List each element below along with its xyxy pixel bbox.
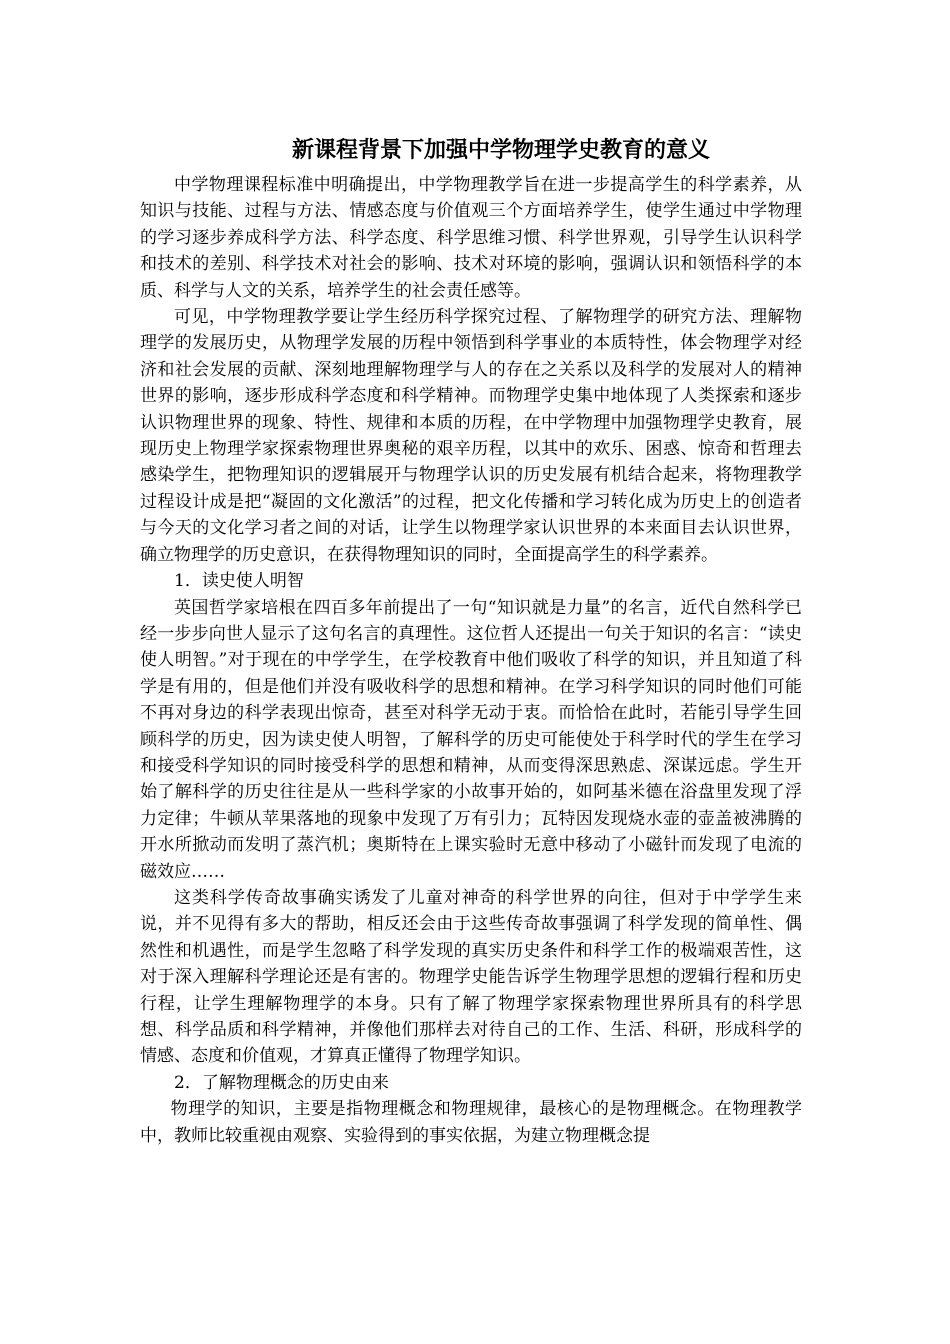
paragraph-concepts: 物理学的知识，主要是指物理概念和物理规律，最核心的是物理概念。在物理教学中，教师比较重视由观察、实验得到的事实依据，为建立物理概念提 <box>140 1099 802 1146</box>
paragraph-bacon: 英国哲学家培根在四百多年前提出了一句“知识就是力量”的名言，近代自然科学已经一步步向世人显示了这句名言的真理性。这位哲人还提出一句关于知识的名言：“读史使人明智。”对于现在的中学学生，在学校教育中他们吸收了科学的知识，并且知道了科学是有用的，但是他们并没有吸收科学的思想和精神。在学习科学知识的同时他们可能不再对身边的科学表现出惊奇，甚至对科学无动于衷。而恰恰在此时，若能引导学生回顾科学的历史，因为读史使人明智，了解科学的历史可能使处于科学时代的学生在学习和接受科学知识的同时接受科学的思想和精神，从而变得深思熟虑、深谋远虑。学生开始了解科学的历史往往是从一些科学家的小故事开始的，如阿基米德在浴盘里发现了浮力定律；牛顿从苹果落地的现象中发现了万有引力；瓦特因发现烧水壶的壶盖被沸腾的开水所掀动而发明了蒸汽机；奥斯特在上课实验时无意中移动了小磁针而发现了电流的磁效应…… <box>140 597 802 882</box>
section-heading-2: 2．了解物理概念的历史由来 <box>174 1072 389 1093</box>
paragraph-legends: 这类科学传奇故事确实诱发了儿童对神奇的科学世界的向往，但对于中学学生来说，并不见得有多大的帮助，相反还会由于这些传奇故事强调了科学发现的简单性、偶然性和机遇性，而是学生忽略了科学发现的真实历史条件和科学工作的极端艰苦性，这对于深入理解科学理论还是有害的。物理学史能告诉学生物理学思想的逻辑行程和历史行程，让学生理解物理学的本身。只有了解了物理学家探索物理世界所具有的科学思想、科学品质和科学精神，并像他们那样去对待自己的工作、生活、科研，形成科学的情感、态度和价值观，才算真正懂得了物理学知识。 <box>140 887 802 1067</box>
document-body <box>140 172 802 1149</box>
document-title: 新课程背景下加强中学物理学史教育的意义 <box>291 137 710 163</box>
section-heading-1: 1．读史使人明智 <box>174 571 304 592</box>
paragraph-intro: 中学物理课程标准中明确提出，中学物理教学旨在进一步提高学生的科学素养，从知识与技能、过程与方法、情感态度与价值观三个方面培养学生，使学生通过中学物理的学习逐步养成科学方法、科学态度、科学思维习惯、科学世界观，引导学生认识科学和技术的差别、科学技术对社会的影响、技术对环境的影响，强调认识和领悟科学的本质、科学与人文的关系，培养学生的社会责任感等。 <box>140 175 802 301</box>
paragraph-significance: 可见，中学物理教学要让学生经历科学探究过程、了解物理学的研究方法、理解物理学的发展历史，从物理学发展的历程中领悟到科学事业的本质特性，体会物理学对经济和社会发展的贡献、深刻地理解物理学与人的存在之关系以及科学的发展对人的精神世界的影响，逐步形成科学态度和科学精神。而物理学史集中地体现了人类探索和逐步认识物理世界的现象、特性、规律和本质的历程，在中学物理中加强物理学史教育，展现历史上物理学家探索物理世界奥秘的艰辛历程，以其中的欢乐、困惑、惊奇和哲理去感染学生，把物理知识的逻辑展开与物理学认识的历史发展有机结合起来，将物理教学过程设计成是把“凝固的文化激活”的过程，把文化传播和学习转化成为历史上的创造者与今天的文化学习者之间的对话，让学生以物理学家认识世界的本来面目去认识世界，确立物理学的历史意识，在获得物理知识的同时，全面提高学生的科学素养。 <box>140 307 802 565</box>
